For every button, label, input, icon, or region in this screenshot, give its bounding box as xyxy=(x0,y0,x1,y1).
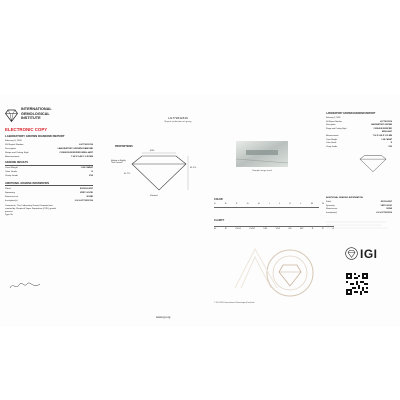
color-scale xyxy=(214,203,324,206)
comments-line: created by Chemical Vapor Deposition (CVD) growth xyxy=(5,207,57,210)
clarity-label: IF xyxy=(224,228,227,230)
proportions-title: PROPORTIONS xyxy=(115,145,133,148)
field-value: VERY GOOD xyxy=(79,191,93,194)
summary-row xyxy=(326,146,392,150)
field-row xyxy=(5,175,93,179)
electronic-copy-label: ELECTRONIC COPY xyxy=(5,127,48,132)
summary-key: Fluorescence xyxy=(326,208,338,211)
report-date: February 9, 2026 xyxy=(5,140,22,142)
field-key: Inscription(s) xyxy=(5,199,18,202)
org-line-3: INSTITUTE xyxy=(21,116,41,121)
summary-value: LABORATORY GROWN xyxy=(370,124,392,127)
color-letter: G xyxy=(246,203,249,205)
field-key: Fluorescence xyxy=(5,195,19,198)
clarity-label: I2 xyxy=(321,228,324,230)
report-fields xyxy=(5,140,93,217)
inscription-caption: Sample image used xyxy=(252,170,272,172)
summary-key: February 9, 2026 xyxy=(326,117,341,119)
summary-title: LABORATORY GROWN DIAMOND REPORT xyxy=(326,112,376,115)
summary-value: 1.08 CARAT xyxy=(381,138,392,141)
field-key: Color Grade xyxy=(5,170,17,173)
igi-diamond-logo-icon xyxy=(4,108,19,123)
field-value: E xyxy=(91,170,93,173)
summary-key: Color Grade xyxy=(326,142,337,145)
summary-value: 7.14 X 5.48 X 3.35 MM xyxy=(372,134,392,137)
field-value: LABORATORY GROWN DIAMOND xyxy=(57,148,93,150)
clarity-scale xyxy=(214,228,334,231)
grading-results-title: GRADING RESULTS xyxy=(5,161,28,164)
org-line-1: INTERNATIONAL xyxy=(21,107,52,111)
summary-value: E xyxy=(390,142,392,145)
igi-brand-diamond-icon xyxy=(345,247,358,260)
summary-value: VERY GOOD xyxy=(380,204,392,207)
divider xyxy=(5,185,93,186)
field-key: Carat Weight xyxy=(5,166,18,169)
field-key: Polish xyxy=(5,187,11,190)
field-key: Measurements xyxy=(5,156,20,158)
igi-logo-text: IGI xyxy=(360,247,378,261)
summary-value: LGI LG772612316 xyxy=(376,211,392,214)
color-letter: N xyxy=(322,203,324,205)
summary-value: VS2 xyxy=(388,145,392,148)
signature-icon xyxy=(9,281,41,291)
summary-proportions-diagram xyxy=(358,152,388,174)
summary-value: CUSHION MODIFIED xyxy=(373,127,392,130)
girdle-label: Medium to Slightly Thick Faceted xyxy=(111,160,126,165)
field-value: VS2 xyxy=(88,174,93,177)
summary-row xyxy=(326,212,392,216)
verify-text: Report verification at igi.org xyxy=(164,121,192,123)
color-scale-title: COLOR xyxy=(214,198,223,201)
org-line-2: GEMOLOGICAL xyxy=(21,111,50,116)
qr-code-icon xyxy=(346,273,368,295)
field-key: Shape and Cutting Style xyxy=(5,152,29,154)
additional-info-title: ADDITIONAL GRADING INFORMATION xyxy=(5,181,50,185)
summary-key: Shape and Cutting Style xyxy=(326,127,347,130)
comments-line: process. xyxy=(5,210,14,213)
center-report-number: LG772612316 xyxy=(168,116,188,120)
color-letter: I xyxy=(268,203,270,205)
summary-key: Clarity Grade xyxy=(326,145,338,148)
summary-key: Polish xyxy=(326,201,332,203)
field-key: Clarity Grade xyxy=(5,174,18,177)
clarity-label: VS1 xyxy=(263,228,268,230)
summary-fields xyxy=(326,117,392,149)
pavilion-percent: 41.7% xyxy=(124,173,131,175)
field-row xyxy=(5,156,93,160)
summary-value: EXCELLENT xyxy=(380,201,392,203)
field-row xyxy=(5,200,93,204)
comments-line: Comments: This Laboratory Grown Diamond was xyxy=(5,204,53,207)
summary-value: NONE xyxy=(386,208,392,211)
summary-additional-fields xyxy=(326,201,392,215)
organization-name xyxy=(21,107,52,121)
summary-key: Carat Weight xyxy=(326,138,337,141)
field-key: Symmetry xyxy=(5,191,15,194)
field-value: LGI LG772612316 xyxy=(74,199,93,202)
watermark-lines xyxy=(225,243,287,293)
summary-additional-title: ADDITIONAL GRADING INFORMATION xyxy=(326,197,363,199)
proportions-diagram xyxy=(128,150,190,194)
divider xyxy=(5,165,93,166)
summary-value: LG772612316 xyxy=(379,120,392,123)
field-value: EXCELLENT xyxy=(79,187,93,190)
summary-key: Description xyxy=(326,124,336,127)
clarity-label: I1 xyxy=(311,228,314,230)
summary-value: BRILLIANT xyxy=(382,131,392,134)
clarity-label: SI1 xyxy=(288,228,292,230)
field-value: 7.14 X 5.48 X 3.35 MM xyxy=(70,156,93,158)
field-value: 1.08 CARAT xyxy=(80,166,93,169)
footer-copyright: © IGI 2026 International Gemological Institute xyxy=(214,302,255,304)
color-letter: K xyxy=(289,203,291,205)
clarity-label: I3 xyxy=(332,228,334,230)
clarity-label: FL xyxy=(214,228,217,230)
summary-key: Inscription(s) xyxy=(326,211,337,214)
color-letter: F xyxy=(235,203,238,205)
table-percent: 63% xyxy=(150,150,155,152)
color-letter: E xyxy=(225,203,227,205)
culet-label: Pointed xyxy=(150,195,158,197)
field-key: IGI Report Number xyxy=(5,144,24,146)
depth-percent: 61.1% xyxy=(190,167,197,169)
color-scale-line xyxy=(214,207,319,208)
color-letter: H xyxy=(257,203,260,205)
summary-key: IGI Report Number xyxy=(326,120,342,123)
clarity-label: VS2 xyxy=(275,228,280,230)
website-link[interactable]: www.igi.org xyxy=(156,315,171,319)
field-value: LG772612316 xyxy=(79,144,93,146)
color-letter: D xyxy=(214,203,216,205)
clarity-label: SI2 xyxy=(300,228,304,230)
fine-print-lines xyxy=(326,220,392,240)
summary-key: Symmetry xyxy=(326,204,335,207)
clarity-label: VVS2 xyxy=(249,228,255,230)
color-letter: J xyxy=(278,203,281,205)
color-letter: M xyxy=(311,203,313,205)
clarity-scale-title: CLARITY xyxy=(214,219,225,222)
clarity-scale-line xyxy=(214,226,334,227)
color-letter: L xyxy=(300,203,302,205)
field-key: Description xyxy=(5,148,16,150)
comments-line: Type IIa xyxy=(5,213,13,216)
report-title: LABORATORY GROWN DIAMOND REPORT xyxy=(5,134,65,138)
summary-key: Measurements xyxy=(326,134,339,137)
clarity-label: VVS1 xyxy=(235,228,241,230)
field-value: CUSHION MODIFIED BRILLIANT xyxy=(59,152,93,154)
field-value: NONE xyxy=(86,195,93,198)
inscription-photo xyxy=(236,141,288,167)
